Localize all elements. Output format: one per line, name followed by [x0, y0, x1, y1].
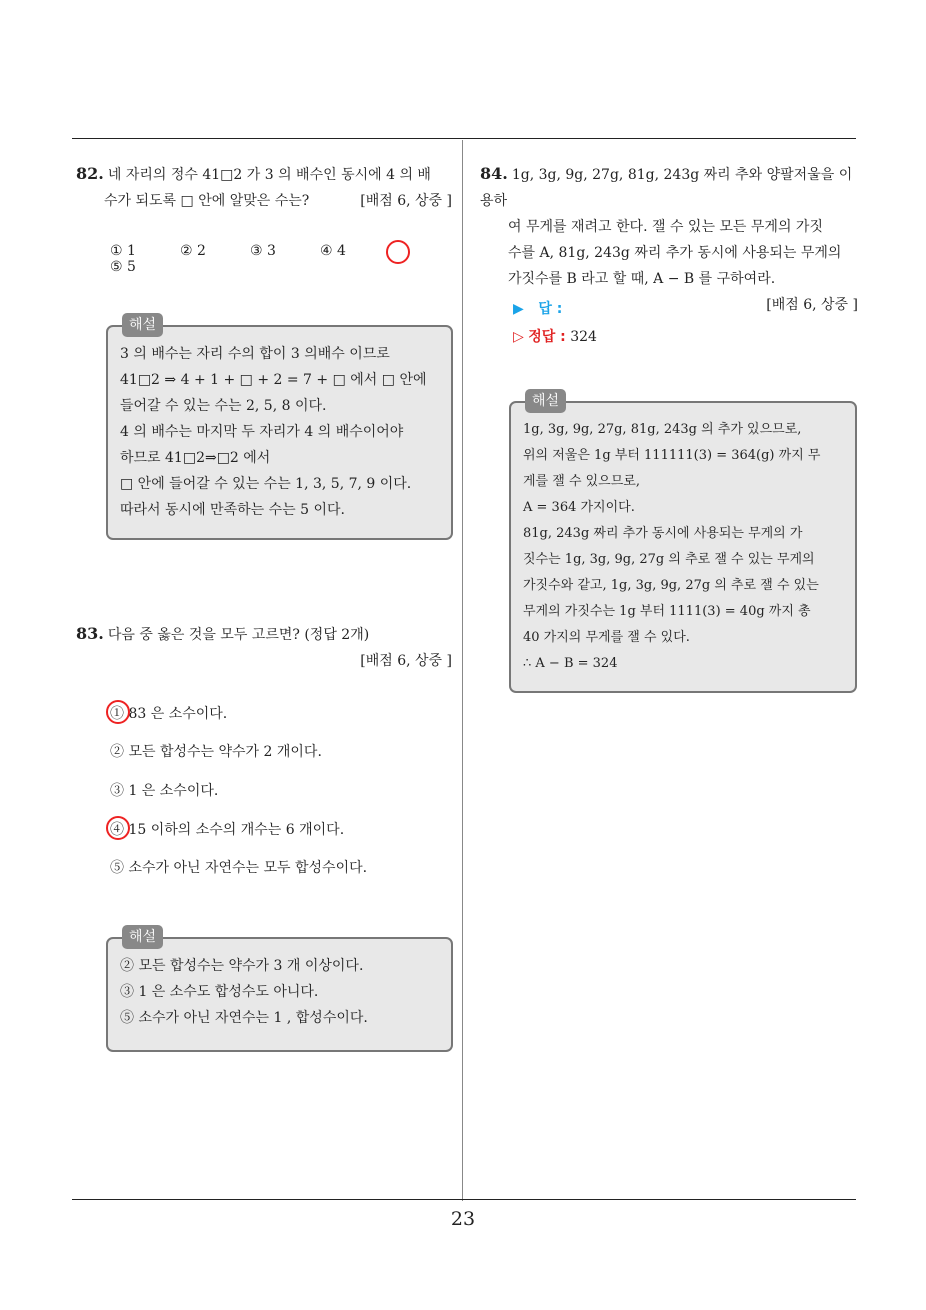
question-meta: [배점 6, 상중 ]: [766, 297, 858, 313]
question-text: 수를 A, 81g, 243g 짜리 추가 동시에 사용되는 무게의: [508, 245, 842, 261]
solution-line: ③ 1 은 소수도 합성수도 아니다.: [120, 984, 319, 1000]
question-84: [480, 161, 858, 318]
solution-line: 따라서 동시에 만족하는 수는 5 이다.: [120, 502, 345, 518]
correct-answer-row: [513, 326, 597, 346]
choice-1[interactable]: ① 1: [110, 243, 136, 259]
question-text: 네 자리의 정수 41□2 가 3 의 배수인 동시에 4 의 배: [107, 167, 431, 183]
question-number: 84.: [480, 164, 508, 183]
solution-tag: 해설: [525, 389, 566, 413]
question-text: 가짓수를 B 라고 할 때, A − B 를 구하여라.: [508, 271, 776, 287]
answer-label: 답 :: [538, 301, 563, 317]
solution-line: □ 안에 들어갈 수 있는 수는 1, 3, 5, 7, 9 이다.: [120, 476, 412, 492]
option-2[interactable]: ② 모든 합성수는 약수가 2 개이다.: [110, 744, 322, 760]
option-4[interactable]: ④ 15 이하의 소수의 개수는 6 개이다.: [110, 822, 345, 838]
solution-line: 위의 저울은 1g 부터 111111(3) = 364(g) 까지 무: [523, 448, 821, 463]
page-number: 23: [450, 1208, 476, 1230]
solution-line: 3 의 배수는 자리 수의 합이 3 의배수 이므로: [120, 346, 390, 362]
solution-line: 1g, 3g, 9g, 27g, 81g, 243g 의 추가 있으므로,: [523, 422, 802, 437]
selected-mark: [106, 816, 130, 840]
solution-line: ② 모든 합성수는 약수가 3 개 이상이다.: [120, 958, 364, 974]
solution-box-83: [106, 929, 453, 1052]
question-text: 다음 중 옳은 것을 모두 고르면? (정답 2개): [107, 627, 370, 643]
solution-line: 들어갈 수 있는 수는 2, 5, 8 이다.: [120, 398, 327, 414]
solution-line: 81g, 243g 짜리 추가 동시에 사용되는 무게의 가: [523, 526, 803, 541]
column-divider: [462, 140, 463, 1201]
choice-2[interactable]: ② 2: [180, 243, 206, 259]
solution-line: 4 의 배수는 마지막 두 자리가 4 의 배수이어야: [120, 424, 404, 440]
solution-line: 40 가지의 무게를 잴 수 있다.: [523, 630, 690, 645]
option-5[interactable]: ⑤ 소수가 아닌 자연수는 모두 합성수이다.: [110, 860, 368, 876]
option-3[interactable]: ③ 1 은 소수이다.: [110, 783, 219, 799]
answer-row: [513, 298, 562, 318]
question-number: 82.: [76, 164, 104, 183]
solution-line: 하므로 41□2⇒□2 에서: [120, 450, 271, 466]
question-text: 수가 되도록 □ 안에 알맞은 수는?: [104, 193, 310, 209]
choice-3[interactable]: ③ 3: [250, 243, 276, 259]
solution-line: 41□2 ⇒ 4 + 1 + □ + 2 = 7 + □ 에서 □ 안에: [120, 372, 427, 388]
choice-5[interactable]: ⑤ 5: [110, 259, 136, 275]
solution-tag: 해설: [122, 313, 163, 337]
solution-line: ⑤ 소수가 아닌 자연수는 1 , 합성수이다.: [120, 1010, 368, 1026]
solution-line: 무게의 가짓수는 1g 부터 1111(3) = 40g 까지 총: [523, 604, 811, 619]
question-text: 여 무게를 재려고 한다. 잴 수 있는 모든 무게의 가짓: [508, 219, 823, 235]
solution-line: ∴ A − B = 324: [523, 656, 618, 671]
selected-mark: [386, 240, 410, 264]
choice-4[interactable]: ④ 4: [320, 243, 346, 259]
solution-line: 짓수는 1g, 3g, 9g, 27g 의 추로 잴 수 있는 무게의: [523, 552, 815, 567]
option-1[interactable]: ① 83 은 소수이다.: [110, 706, 228, 722]
top-rule: [72, 138, 856, 139]
play-icon: ▶: [513, 301, 524, 317]
question-82: [76, 161, 452, 214]
solution-box-82: [106, 317, 453, 540]
bottom-rule: [72, 1199, 856, 1200]
solution-line: 게를 잴 수 있으므로,: [523, 474, 640, 489]
solution-box-84: [509, 393, 857, 693]
question-number: 83.: [76, 624, 104, 643]
solution-tag: 해설: [122, 925, 163, 949]
selected-mark: [106, 700, 130, 724]
solution-line: 가짓수와 같고, 1g, 3g, 9g, 27g 의 추로 잴 수 있는: [523, 578, 819, 593]
triangle-outline-icon: ▷: [513, 329, 524, 345]
question-meta: [배점 6, 상중 ]: [360, 193, 452, 209]
solution-line: A = 364 가지이다.: [523, 500, 635, 515]
correct-value: 324: [570, 329, 597, 345]
question-text: 1g, 3g, 9g, 27g, 81g, 243g 짜리 추와 양팔저울을 이용하: [480, 167, 853, 209]
question-83: [76, 621, 452, 674]
correct-label: 정답 :: [528, 329, 566, 345]
question-meta: [배점 6, 상중 ]: [360, 653, 452, 669]
